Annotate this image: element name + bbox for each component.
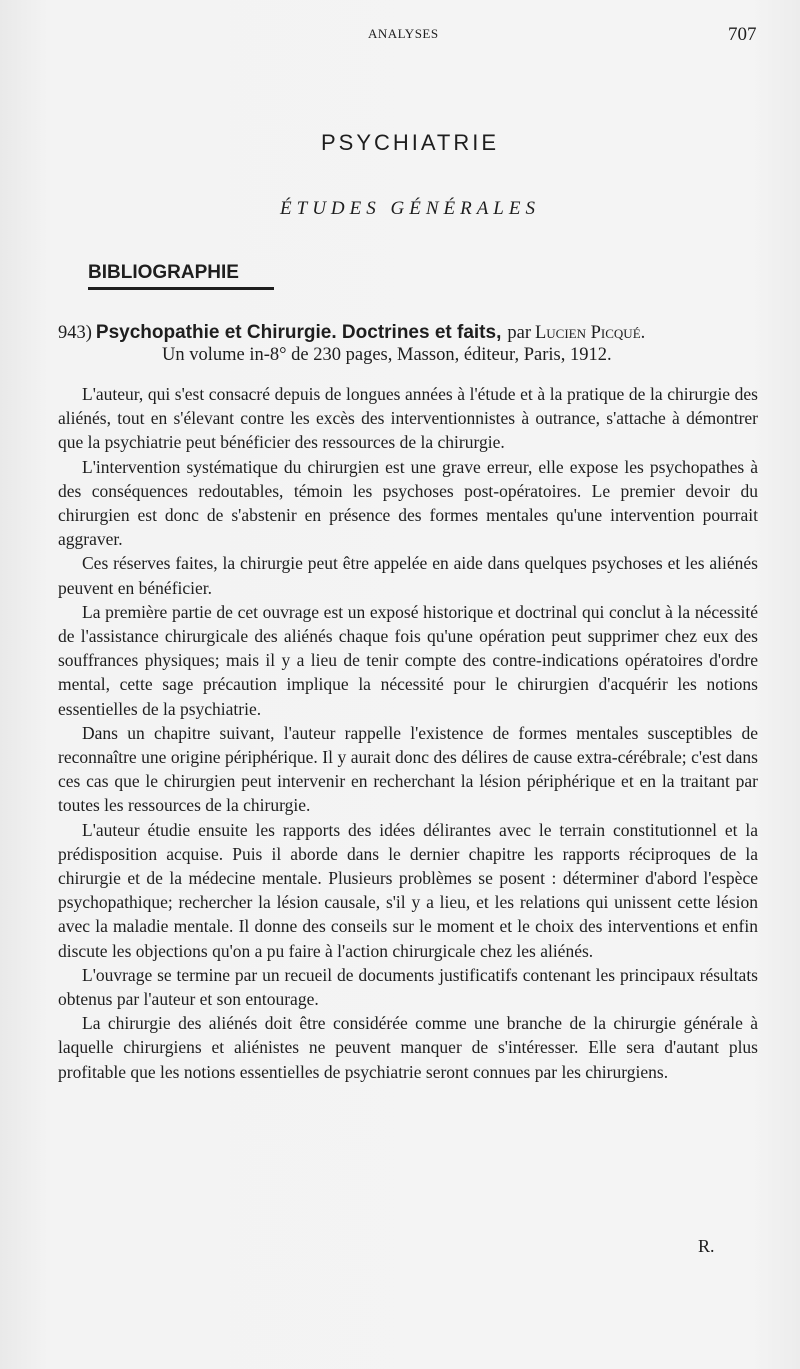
entry-heading <box>58 322 778 366</box>
paragraph: Ces réserves faites, la chirurgie peut être appelée en aide dans quelques psychoses et les aliénés peuvent en bénéficier. <box>58 553 758 598</box>
paragraph: L'auteur étudie ensuite les rapports des idées délirantes avec le terrain constitutionnel et la prédisposition acquise. Puis il aborde dans le dernier chapitre les rapports réciproques de la chirurgie et de la médecine mentale. Plusieurs problèmes se posent : déterminer d'abord l'espèce psychopathique; rechercher la lésion causale, s'il y a lieu, et les relations qui unissent cette lésion avec la maladie mentale. Il donne des conseils sur le moment et le choix des interventions et enfin discute les objections qu'on a pu faire à l'action chirurgicale chez les aliénés. <box>58 819 758 961</box>
running-head <box>0 24 800 44</box>
review-body <box>58 382 758 1084</box>
subsection-title: ÉTUDES GÉNÉRALES <box>280 198 540 219</box>
reviewer-signature: R. <box>698 1236 715 1256</box>
running-title: ANALYSES <box>368 26 439 41</box>
entry-title: Psychopathie et Chirurgie. Doctrines et faits, <box>95 322 502 343</box>
paragraph: L'intervention systématique du chirurgien est une grave erreur, elle expose les psychopathes à des conséquences redoutables, témoin les psychoses post-opératoires. Le premier devoir du chirurgien est donc de s'abstenir en présence des formes mentales qu'une intervention pourrait aggraver. <box>58 456 758 550</box>
entry-number: 943) <box>58 323 92 343</box>
page-number: 707 <box>728 24 757 45</box>
entry-author: Lucien Picqué. <box>534 323 646 343</box>
entry-by: par <box>507 323 531 343</box>
bibliography-heading: BIBLIOGRAPHIE <box>88 262 239 283</box>
paragraph: L'auteur, qui s'est consacré depuis de longues années à l'étude et à la pratique de la chirurgie des aliénés, tout en s'élevant contre les excès des interventionnistes à outrance, s'attache à démontrer que la psychiatrie peut bénéficier des ressources de la chirurgie. <box>58 384 758 453</box>
heading-underline <box>88 287 274 290</box>
paragraph: Dans un chapitre suivant, l'auteur rappelle l'existence de formes mentales susceptibles de reconnaître une origine périphérique. Il y aurait donc des délires de cause extra-cérébrale; c'est dans ces cas que le chirurgien peut intervenir en recherchant la lésion périphérique et en la traitant par toutes les ressources de la chirurgie. <box>58 722 758 816</box>
paragraph: La chirurgie des aliénés doit être considérée comme une branche de la chirurgie générale à laquelle chirurgiens et aliénistes ne peuvent manquer de s'intéresser. Elle sera d'autant plus profitable que les notions essentielles de psychiatrie seront connues par les chirurgiens. <box>58 1013 758 1082</box>
paragraph: L'ouvrage se termine par un recueil de documents justificatifs contenant les principaux résultats obtenus par l'auteur et son entourage. <box>58 964 758 1010</box>
entry-volume: Un volume in-8° de 230 pages, Masson, éditeur, Paris, 1912. <box>162 345 612 365</box>
section-title: PSYCHIATRIE <box>320 130 500 155</box>
paragraph: La première partie de cet ouvrage est un exposé historique et doctrinal qui conclut à la nécessité de l'assistance chirurgicale des aliénés chaque fois qu'une opération peut supprimer chez eux des souffrances physiques; mais il y a lieu de tenir compte des contre-indications opératoires d'ordre mental, cette sage précaution implique la nécessité pour le chirurgien d'acquérir les notions essentielles de la psychiatrie. <box>58 601 758 719</box>
